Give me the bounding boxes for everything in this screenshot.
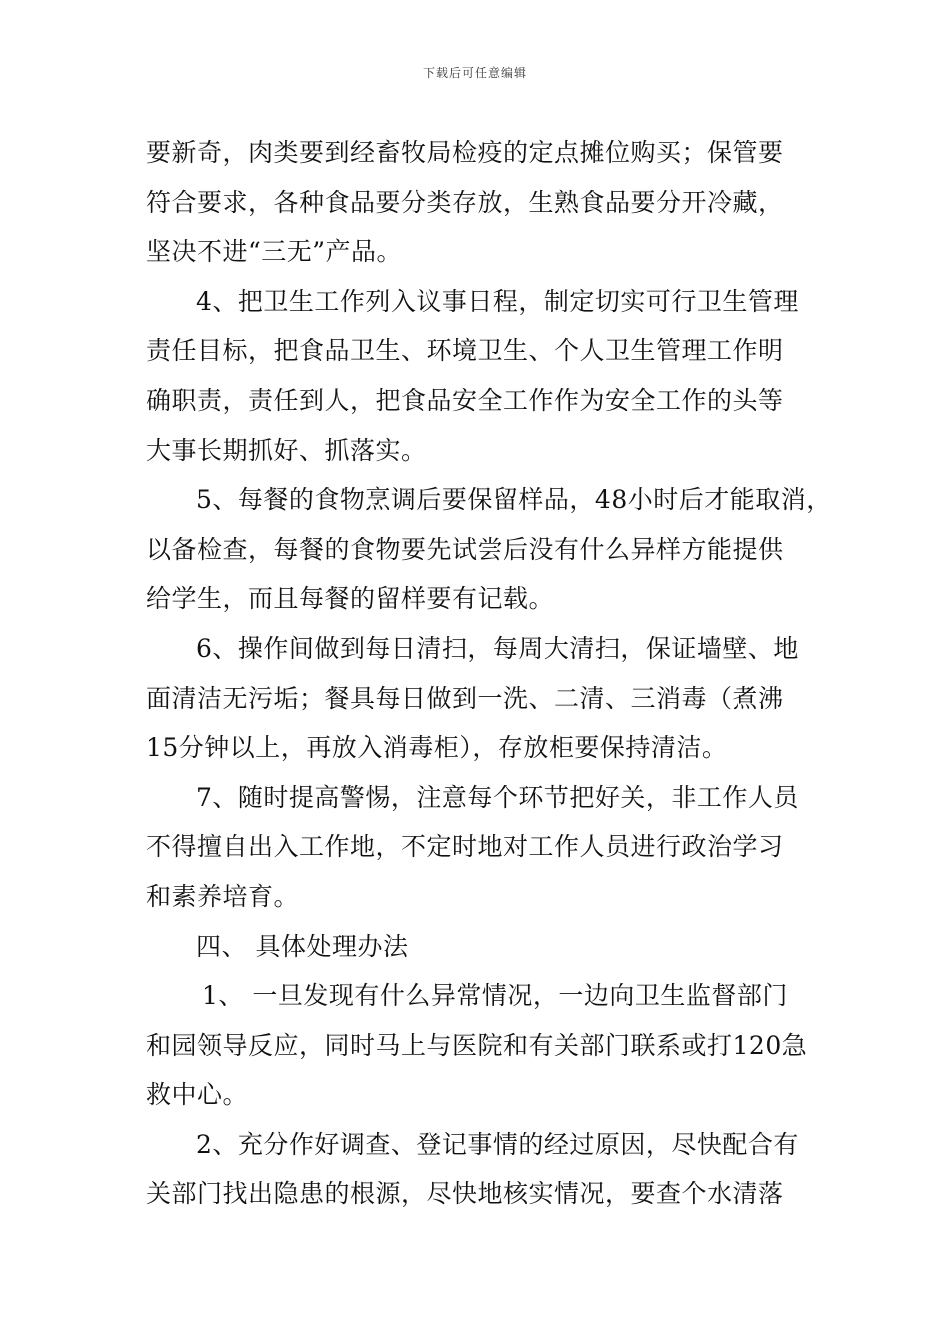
text-line: 要新奇，肉类要到经畜牧局检疫的定点摊位购买；保管要 bbox=[146, 138, 784, 167]
text-line: 6、操作间做到每日清扫，每周大清扫，保证墙壁、地 bbox=[196, 633, 799, 663]
text-line: 和素养培育。 bbox=[146, 881, 300, 911]
text-line: 坚决不进“三无”产品。 bbox=[146, 237, 403, 267]
text-line: 符合要求，各种食品要分类存放，生熟食品要分开冷藏， bbox=[146, 187, 784, 217]
text-line: 1、 一旦发现有什么异常情况，一边向卫生监督部门 bbox=[202, 981, 788, 1011]
text-line: 和园领导反应，同时马上与医院和有关部门联系或打120急 bbox=[146, 1030, 808, 1060]
section-heading: 四、 具体处理办法 bbox=[196, 931, 409, 961]
text-line: 4、把卫生工作列入议事日程，制定切实可行卫生管理 bbox=[196, 286, 799, 316]
text-line: 7、随时提高警惕，注意每个环节把好关，非工作人员 bbox=[196, 782, 799, 812]
text-line: 15分钟以上，再放入消毒柜），存放柜要保持清洁。 bbox=[146, 733, 728, 763]
text-line: 给学生，而且每餐的留样要有记载。 bbox=[146, 584, 555, 614]
text-line: 以备检查，每餐的食物要先试尝后没有什么异样方能提供 bbox=[146, 534, 784, 564]
text-line: 责任目标，把食品卫生、环境卫生、个人卫生管理工作明 bbox=[146, 336, 784, 366]
document-body bbox=[146, 128, 832, 1219]
text-line: 5、每餐的食物烹调后要保留样品，48小时后才能取消， bbox=[196, 485, 832, 515]
text-line: 救中心。 bbox=[146, 1080, 249, 1110]
text-line: 不得擅自出入工作地，不定时地对工作人员进行政治学习 bbox=[146, 832, 784, 862]
text-line: 关部门找出隐患的根源，尽快地核实情况，要查个水清落 bbox=[146, 1179, 784, 1209]
text-line: 2、充分作好调查、登记事情的经过原因，尽快配合有 bbox=[196, 1129, 799, 1159]
page-header: 下载后可任意编辑 bbox=[422, 66, 527, 80]
text-line: 大事长期抓好、抓落实。 bbox=[146, 435, 427, 465]
text-line: 确职责，责任到人，把食品安全工作作为安全工作的头等 bbox=[146, 385, 784, 415]
text-line: 面清洁无污垢；餐具每日做到一洗、二清、三消毒（煮沸 bbox=[146, 683, 784, 713]
